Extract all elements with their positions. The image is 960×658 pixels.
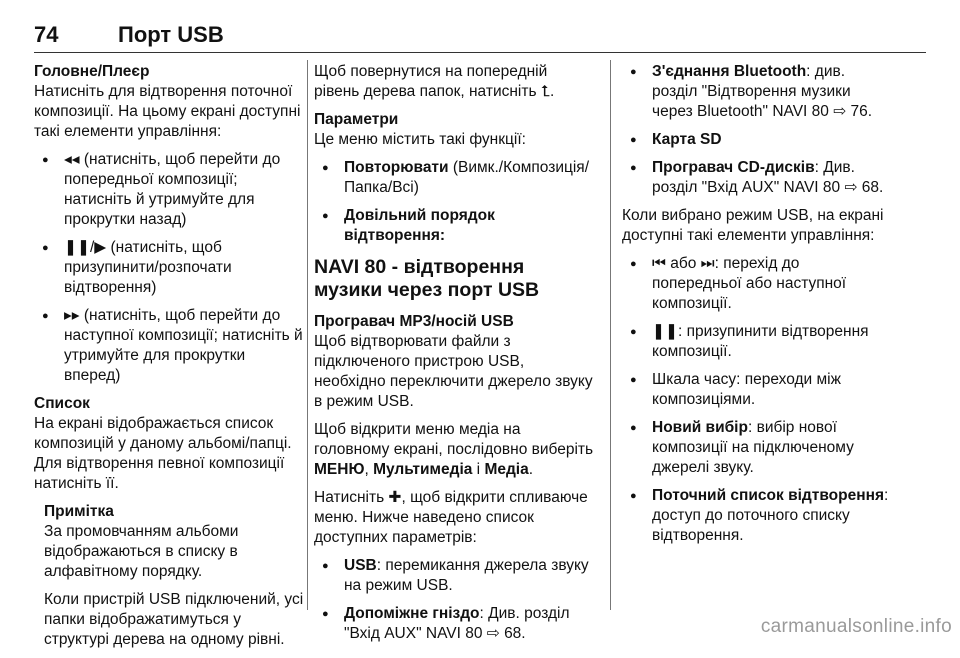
list-item: ● ❚❚/▶ (натисніть, щоб призупинити/розпочати відтворення) bbox=[34, 238, 304, 298]
section-heading: NAVI 80 - відтворення музики через порт USB bbox=[314, 256, 540, 301]
new-selection-label: Новий вибір bbox=[652, 419, 748, 436]
bt-label: З'єднання Bluetooth bbox=[652, 63, 807, 80]
mp3-heading: Програвач MP3/носій USB bbox=[314, 313, 514, 330]
note-title: Примітка bbox=[44, 503, 114, 520]
media-and: і bbox=[472, 461, 485, 478]
popup-text: Натисніть ✚, щоб відкрити спливаюче меню. Нижче наведено список доступних параметрів: bbox=[314, 489, 588, 546]
current-playlist-label: Поточний список відтворення bbox=[652, 487, 884, 504]
home-controls-list bbox=[34, 150, 304, 386]
bt-text: : див. розділ "Відтворення музики через Bluetooth" NAVI 80 ⇨ 76. bbox=[652, 63, 873, 120]
page-title: Порт USB bbox=[118, 22, 224, 47]
list-item: ● ❚❚: призупинити відтворення композиції. bbox=[622, 322, 892, 362]
repeat-text: (Вимк./Композиція/Папка/Всі) bbox=[344, 159, 590, 196]
media-sep: , bbox=[364, 461, 374, 478]
list-item bbox=[314, 158, 596, 198]
mp3-text: Щоб відтворювати файли з підключеного пристрою USB, необхідно переключити джерело звуку в режим USB. bbox=[314, 333, 593, 410]
page-header bbox=[34, 22, 926, 52]
list-item: ● ⏮ або ⏭: перехід до попередньої або наступної композиції. bbox=[622, 254, 892, 314]
usb-mode-text: Коли вибрано режим USB, на екрані доступні такі елементи управління: bbox=[622, 207, 884, 244]
sd-label: Карта SD bbox=[652, 131, 722, 148]
current-playlist-text: : доступ до поточного списку відтворення. bbox=[652, 487, 889, 544]
header-rule bbox=[34, 52, 926, 53]
params-intro: Це меню містить такі функції: bbox=[314, 131, 526, 148]
aux-label: Допоміжне гніздо bbox=[344, 605, 480, 622]
media-text-a: Щоб відкрити меню медіа на головному екрані, послідовно виберіть bbox=[314, 421, 594, 458]
column-3 bbox=[622, 62, 892, 554]
params-list bbox=[314, 158, 596, 246]
aux-text: : Див. розділ "Вхід AUX" NAVI 80 ⇨ 68. bbox=[344, 605, 570, 642]
list-item bbox=[622, 418, 892, 478]
media-text bbox=[314, 420, 596, 480]
column-2 bbox=[314, 62, 596, 652]
cd-label: Програвач CD-дисків bbox=[652, 159, 815, 176]
media-end: . bbox=[528, 461, 534, 478]
page-number: 74 bbox=[34, 22, 59, 47]
list-item bbox=[314, 556, 596, 596]
params-heading: Параметри bbox=[314, 111, 399, 128]
back-text: Щоб повернутися на попередній рівень дерева папок, натисніть ⮤. bbox=[314, 63, 555, 100]
note-paragraph: Коли пристрій USB підключений, усі папки відображатимуться у структурі дерева на одному рівні. bbox=[44, 591, 304, 648]
cd-text: : Див. розділ "Вхід AUX" NAVI 80 ⇨ 68. bbox=[652, 159, 884, 196]
usb-controls-list bbox=[622, 254, 892, 546]
usb-label: USB bbox=[344, 557, 377, 574]
list-text: На екрані відображається список композицій у даному альбомі/папці. Для відтворення певної композиції натисніть її. bbox=[34, 415, 292, 492]
list-heading: Список bbox=[34, 395, 90, 412]
list-item bbox=[314, 206, 596, 246]
list-item bbox=[622, 486, 892, 546]
note-paragraph: За промовчанням альбоми відображаються в списку в алфавітному порядку. bbox=[44, 523, 239, 580]
list-item: ● ▸▸ (натисніть, щоб перейти до наступної композиції; натисніть й утримуйте для прокрутки вперед) bbox=[34, 306, 304, 386]
list-item: ● Шкала часу: переходи між композиціями. bbox=[622, 370, 892, 410]
popup-list bbox=[314, 556, 596, 644]
column-divider-1 bbox=[307, 60, 308, 610]
list-item bbox=[622, 158, 892, 198]
random-label: Довільний порядок відтворення: bbox=[344, 207, 495, 244]
new-selection-text: : вибір нової композиції на підключеному джерелі звуку. bbox=[652, 419, 854, 476]
menu-label: МЕНЮ bbox=[314, 461, 365, 478]
list-item bbox=[314, 604, 596, 644]
watermark: carmanualsonline.info bbox=[760, 616, 952, 637]
sources-list bbox=[622, 62, 892, 198]
media-label: Медіа bbox=[484, 461, 529, 478]
home-intro: Натисніть для відтворення поточної композиції. На цьому екрані доступні такі елементи управління: bbox=[34, 83, 301, 140]
list-item bbox=[622, 62, 892, 122]
note-block bbox=[34, 502, 304, 650]
multimedia-label: Мультимедіа bbox=[373, 461, 473, 478]
usb-text: : перемикання джерела звуку на режим USB. bbox=[344, 557, 589, 594]
list-item: ● ◂◂ (натисніть, щоб перейти до попередньої композиції; натисніть й утримуйте для прокрутки назад) bbox=[34, 150, 304, 230]
repeat-label: Повторювати bbox=[344, 159, 449, 176]
column-1 bbox=[34, 62, 304, 658]
column-divider-2 bbox=[610, 60, 611, 610]
list-item bbox=[622, 130, 892, 150]
home-heading: Головне/Плеєр bbox=[34, 63, 150, 80]
